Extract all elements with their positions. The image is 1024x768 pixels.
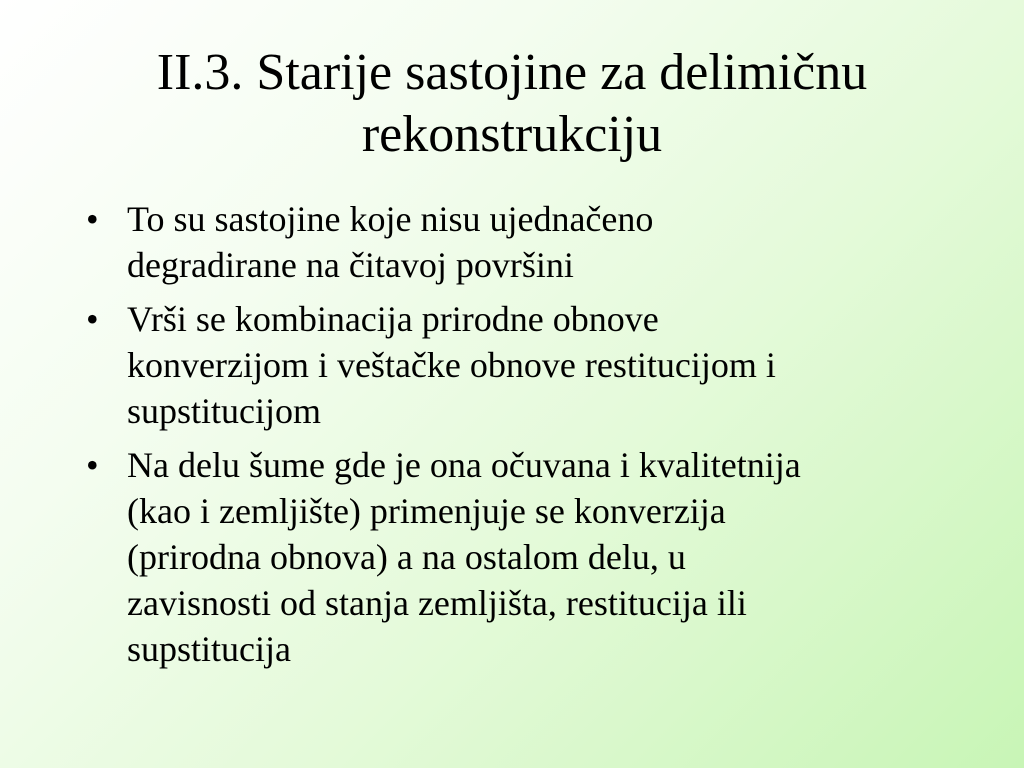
bullet-line: (prirodna obnova) a na ostalom delu, u — [127, 537, 686, 577]
bullet-point-icon: • — [86, 199, 99, 239]
bullet-line: To su sastojine koje nisu ujednačeno — [127, 199, 654, 239]
bullet-text — [127, 296, 996, 434]
slide-title-line: rekonstrukciju — [361, 106, 663, 163]
bullet-item — [86, 442, 996, 672]
bullet-list — [86, 196, 996, 680]
bullet-line: Na delu šume gde je ona očuvana i kvalitetnija — [127, 445, 801, 485]
bullet-line: konverzijom i veštačke obnove restitucijom i — [127, 345, 776, 385]
bullet-item — [86, 196, 996, 288]
slide-title — [40, 42, 984, 166]
bullet-item — [86, 296, 996, 434]
bullet-line: supstitucija — [127, 629, 291, 669]
bullet-line: zavisnosti od stanja zemljišta, restitucija ili — [127, 583, 747, 623]
bullet-point-icon: • — [86, 299, 99, 339]
bullet-text — [127, 442, 996, 672]
bullet-line: supstitucijom — [127, 391, 322, 431]
bullet-line: Vrši se kombinacija prirodne obnove — [127, 299, 659, 339]
slide-title-line: II.3. Starije sastojine za delimičnu — [156, 44, 868, 101]
bullet-line: (kao i zemljište) primenjuje se konverzija — [127, 491, 726, 531]
bullet-text — [127, 196, 996, 288]
bullet-point-icon: • — [86, 445, 99, 485]
bullet-line: degradirane na čitavoj površini — [127, 245, 574, 285]
